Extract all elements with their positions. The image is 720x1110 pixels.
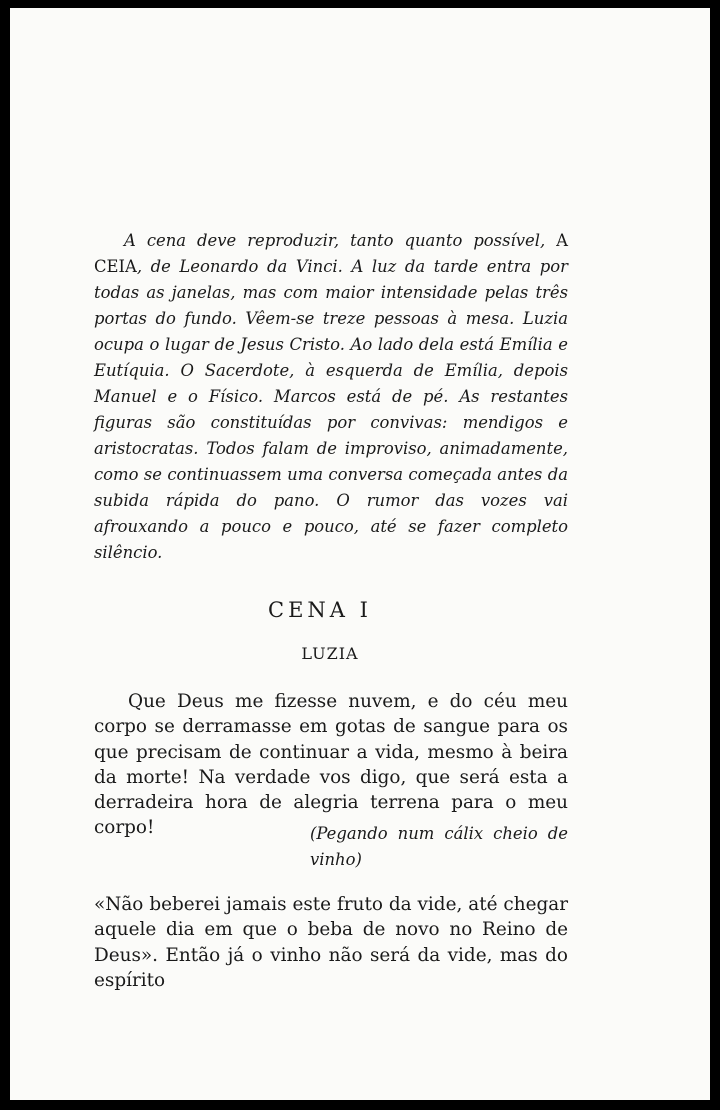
speech-text-continued: «Não beberei jamais este fruto da vide, até chegar aquele dia em que o beba de novo no Reino de Deus». Então já o vinho não será da vide, mas do espírito — [94, 894, 568, 991]
speaker-name: LUZIA — [301, 644, 359, 663]
speech-paragraph — [94, 689, 568, 841]
artwork-title: A CEIA — [94, 231, 568, 276]
speech-paragraph-continued — [94, 892, 568, 993]
inline-stage-direction — [310, 821, 568, 873]
stage-direction-lead: A cena deve reproduzir, tanto quanto possível, — [124, 231, 557, 250]
speech-text: Que Deus me fizesse nuvem, e do céu meu corpo se derramasse em gotas de sangue para os que precisam de continuar a vida, mesmo à beira da morte! Na verdade vos digo, que será esta a derradeira hora de alegria terrena para o meu corpo! — [94, 691, 568, 839]
inline-stage-direction-text: (Pegando num cálix cheio de vinho) — [310, 824, 568, 869]
stage-direction-body: , de Leonardo da Vinci. A luz da tarde entra por todas as janelas, mas com maior intensidade pelas três portas do fundo. Vêem-se treze pessoas à mesa. Luzia ocupa o lugar de Jesus Cristo. Ao lado dela está Emília e Eutíquia. O Sacerdote, à esquerda de Emília, depois Manuel e o Físico. Marcos está de pé. As restantes figuras são constituídas por convivas: mendigos e aristocratas. Todos falam de improviso, animadamente, como se continuassem uma conversa começada antes da subida rápida do pano. O rumor das vozes vai afrouxando a pouco e pouco, até se fazer completo silêncio. — [94, 257, 568, 562]
opening-stage-direction — [94, 228, 568, 566]
book-page — [10, 8, 710, 1100]
scene-title: CENA I — [268, 598, 372, 622]
stage-direction-paragraph — [94, 228, 568, 566]
